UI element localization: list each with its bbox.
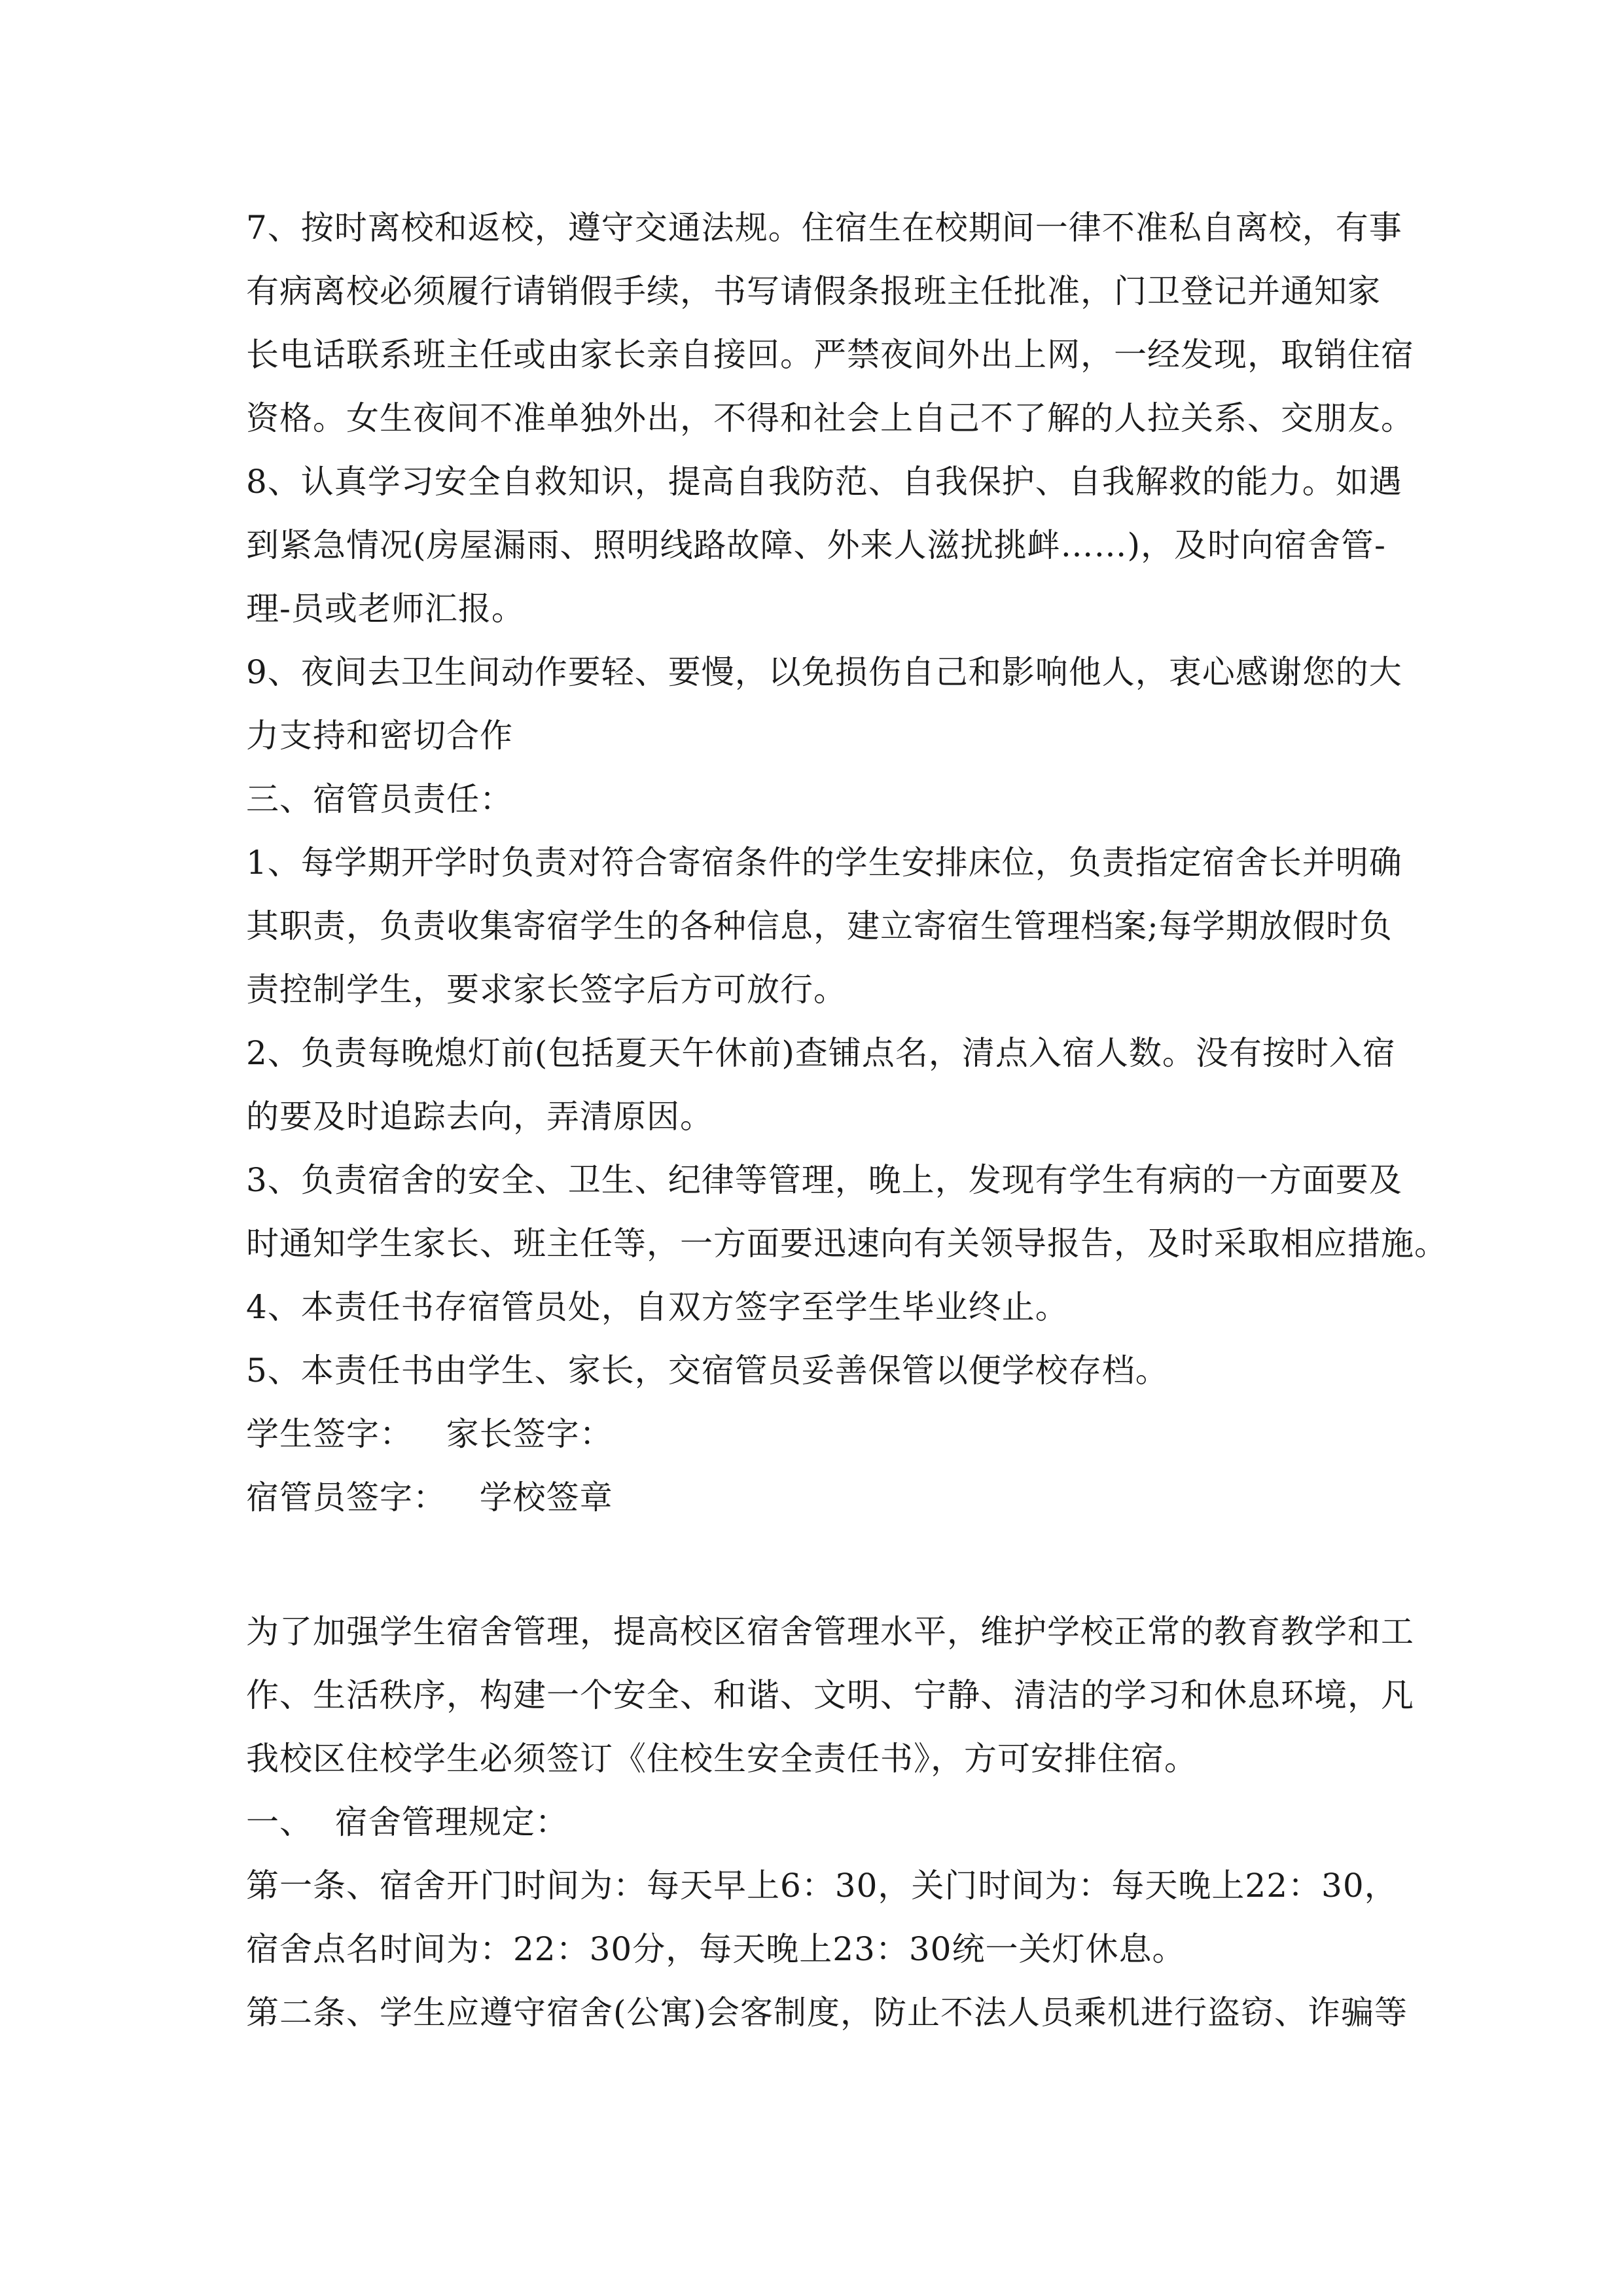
paragraph-line: 责控制学生，要求家长签字后方可放行。	[246, 971, 847, 1009]
paragraph-line: 7、按时离校和返校，遵守交通法规。住宿生在校期间一律不准私自离校，有事	[246, 209, 1402, 247]
paragraph-line: 2、负责每晚熄灯前(包括夏天午休前)查铺点名，清点入宿人数。没有按时入宿	[246, 1034, 1396, 1072]
paragraph-line: 有病离校必须履行请销假手续，书写请假条报班主任批准，门卫登记并通知家	[246, 272, 1381, 310]
paragraph-line: 的要及时追踪去向，弄清原因。	[246, 1098, 713, 1136]
paragraph-line: 9、夜间去卫生间动作要轻、要慢，以免损伤自己和影响他人，衷心感谢您的大	[246, 653, 1402, 691]
paragraph-line: 第一条、宿舍开门时间为：每天早上6：30，关门时间为：每天晚上22：30，	[246, 1867, 1398, 1905]
paragraph-line: 时通知学生家长、班主任等，一方面要迅速向有关领导报告，及时采取相应措施。	[246, 1225, 1448, 1263]
paragraph-line: 我校区住校学生必须签订《住校生安全责任书》，方可安排住宿。	[246, 1740, 1198, 1778]
paragraph-line: 第二条、学生应遵守宿舍(公寓)会客制度，防止不法人员乘机进行盗窃、诈骗等	[246, 1994, 1408, 2032]
section-heading: 一、 宿舍管理规定：	[246, 1803, 569, 1841]
signature-line-manager-school: 宿管员签字： 学校签章	[246, 1479, 613, 1516]
paragraph-line: 作、生活秩序，构建一个安全、和谐、文明、宁静、清洁的学习和休息环境，凡	[246, 1676, 1414, 1714]
signature-line-student-parent: 学生签字： 家长签字：	[246, 1415, 613, 1453]
paragraph-line: 8、认真学习安全自救知识，提高自我防范、自我保护、自我解救的能力。如遇	[246, 463, 1402, 501]
paragraph-line: 长电话联系班主任或由家长亲自接回。严禁夜间外出上网，一经发现，取销住宿	[246, 336, 1414, 374]
paragraph-line: 1、每学期开学时负责对符合寄宿条件的学生安排床位，负责指定宿舍长并明确	[246, 844, 1402, 882]
paragraph-line: 理-员或老师汇报。	[246, 590, 525, 628]
paragraph-line: 其职责，负责收集寄宿学生的各种信息，建立寄宿生管理档案;每学期放假时负	[246, 907, 1393, 945]
paragraph-line: 到紧急情况(房屋漏雨、照明线路故障、外来人滋扰挑衅……)，及时向宿舍管-	[246, 526, 1386, 564]
paragraph-line: 4、本责任书存宿管员处，自双方签字至学生毕业终止。	[246, 1288, 1069, 1326]
paragraph-line: 5、本责任书由学生、家长，交宿管员妥善保管以便学校存档。	[246, 1352, 1169, 1390]
paragraph-line: 为了加强学生宿舍管理，提高校区宿舍管理水平，维护学校正常的教育教学和工	[246, 1613, 1414, 1651]
paragraph-line: 资格。女生夜间不准单独外出，不得和社会上自己不了解的人拉关系、交朋友。	[246, 399, 1414, 437]
paragraph-line: 宿舍点名时间为：22：30分，每天晚上23：30统一关灯休息。	[246, 1930, 1186, 1968]
section-heading: 三、宿管员责任：	[246, 780, 513, 818]
paragraph-line: 力支持和密切合作	[246, 717, 513, 755]
paragraph-line: 3、负责宿舍的安全、卫生、纪律等管理，晚上，发现有学生有病的一方面要及	[246, 1161, 1402, 1199]
